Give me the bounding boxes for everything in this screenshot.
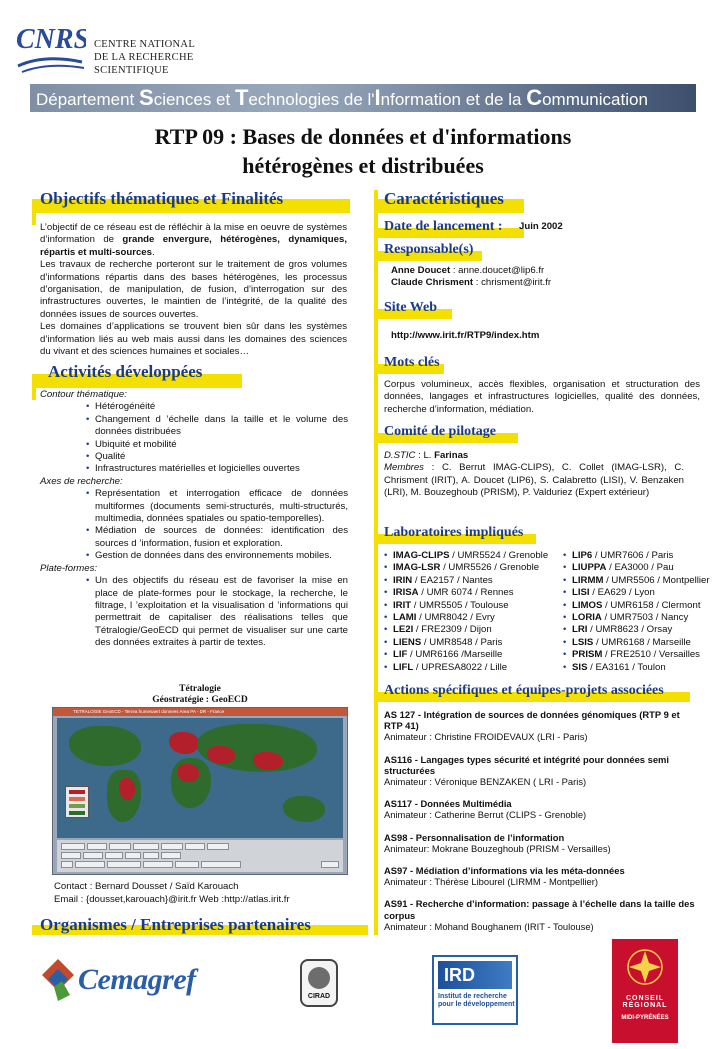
lab-name: LIRMM <box>572 574 604 586</box>
lab-name: IMAG-LSR <box>393 562 441 574</box>
lab-name: LIFL <box>393 661 414 673</box>
land-highlight <box>207 746 235 764</box>
lab-name: SIS <box>572 661 588 673</box>
lab-name: LAMI <box>393 612 417 624</box>
lab-name: LIMOS <box>572 599 603 611</box>
lab-detail: / UMR5505 / Toulouse <box>411 599 509 611</box>
lab-detail: / UMR5524 / Grenoble <box>449 550 549 561</box>
toolbar-button[interactable] <box>75 861 105 868</box>
lab-detail: / UMR5526 / Grenoble <box>440 562 540 574</box>
lab-item <box>563 562 717 574</box>
subsection-label: Axes de recherche: <box>40 475 123 487</box>
text-run: Les travaux de recherche porteront sur le traitement de gros volumes d’informations répartis dans des bases hétérogènes, les processus d’organisation, de manipulation, de fusion, d’interrogation sur des infrastructures ouvertes, le maintien de l’intégrité, de la qualité des données issues de sources ouvertes. <box>40 259 347 320</box>
text-run: L’objectif de ce réseau est de réfléchir à la mise en oeuvre de systèmes d’information de <box>40 222 347 246</box>
lab-name: LRI <box>572 624 588 636</box>
caption-line: Géostratégie : GeoECD <box>152 695 248 705</box>
action-animator: Animateur : Mohand Boughanem (IRIT - Toulouse) <box>384 920 594 932</box>
lab-detail: / UMR7503 / Nancy <box>601 612 689 624</box>
section-heading-caracteristiques: Caractéristiques <box>384 189 504 208</box>
action-animator: Animateur: Mokrane Bouzeghoub (PRISM - Versailles) <box>384 842 611 854</box>
banner-initial: T <box>234 85 249 110</box>
lab-name: LISI <box>572 587 590 599</box>
section-heading-objectifs: Objectifs thématiques et Finalités <box>40 189 284 208</box>
action-item <box>384 898 700 932</box>
cirad-logo <box>300 959 338 1007</box>
list-item: • Un des objectifs du réseau est de favoriser la mise en place de plate-formes pour le stockage, la recherche, le filtrage, l ’exploitation et la visualisation d ’informations qui permettrait de capitaliser des réalisations telles que Tétralogie/GeoECD qui permet de visualiser sur une carte des données extraites à partir de textes. <box>86 575 348 649</box>
subsection-label: Contour thématique: <box>40 389 127 400</box>
lab-detail: / UMR6166 /Marseille <box>407 649 503 661</box>
list-item: • Infrastructures matérielles et logicielles ouvertes <box>86 463 348 475</box>
cnrs-line: SCIENTIFIQUE <box>94 65 169 76</box>
ird-subtitle-line: pour le développement <box>438 1001 515 1008</box>
land-north-america <box>69 726 141 766</box>
action-title: AS91 - Recherche d’information: passage à l’échelle dans la taille des corpus <box>384 898 695 921</box>
lab-item <box>563 637 717 649</box>
lab-name: LIENS <box>393 636 422 648</box>
action-animator: Animateur : Christine FROIDEVAUX (LRI - Paris) <box>384 731 588 743</box>
ird-subtitle <box>434 989 516 1009</box>
ird-subtitle-line: Institut de recherche <box>438 993 507 1000</box>
toolbar-button[interactable] <box>105 852 123 859</box>
person-name: Claude Chrisment <box>391 277 474 289</box>
lab-item <box>384 550 564 562</box>
cirad-label: CIRAD <box>307 993 331 1000</box>
lab-item <box>384 612 564 624</box>
list-item: • Hétérogénéité <box>86 401 348 413</box>
axes-list <box>86 488 348 562</box>
contour-list <box>86 401 348 475</box>
lab-detail: / UMR8623 / Orsay <box>587 624 673 636</box>
cnrs-line: CENTRE NATIONAL <box>94 39 196 50</box>
action-title: AS116 - Langages types sécurité et intégrité pour données semi structurées <box>384 753 669 776</box>
text-run: Les domaines d’applications se trouvent bien sûr dans les systèmes d’information liés au web mais aussi dans les domaines des sciences du vivant et des sciences humaines et sociales… <box>40 321 347 358</box>
lab-item <box>384 649 564 661</box>
person-email: : anne.doucet@lip6.fr <box>450 265 545 276</box>
lab-name: IRISA <box>393 587 419 599</box>
toolbar-button[interactable] <box>125 852 141 859</box>
text-bold: grande envergure, hétérogènes, dynamiques, répartis et multi-sources <box>40 234 347 258</box>
toolbar-button[interactable] <box>133 843 159 850</box>
lab-detail: / EA3000 / Pau <box>606 562 674 574</box>
banner-word: nformation et de la <box>380 90 527 109</box>
objectifs-text <box>40 222 347 358</box>
geoecd-map-screenshot <box>52 707 348 875</box>
world-map <box>57 718 343 838</box>
action-title: AS117 - Données Multimédia <box>384 798 512 810</box>
land-highlight <box>119 778 135 800</box>
list-item: • Représentation et interrogation efficace de données multiformes (documents semi-structurés, multi-structurés, multimedia, données spatiales ou spatio-temporelles). <box>86 488 348 525</box>
lab-detail: / FRE2510 / Versailles <box>602 649 700 661</box>
ird-logo <box>432 955 518 1025</box>
mots-text: Corpus volumineux, accès flexibles, organisation et structuration des données, langages et infrastructures logicielles, qualité des données, recherche d’information, médiation. <box>384 379 700 415</box>
map-legend <box>65 786 89 818</box>
lab-detail: / UMR 6074 / Rennes <box>418 587 514 599</box>
region-label: CONSEIL <box>625 995 665 1002</box>
contact-line: Contact : Bernard Dousset / Saïd Karouach <box>54 881 239 892</box>
text-italic: D.STIC <box>384 450 416 461</box>
cnrs-logo-letters: CNRS <box>16 24 86 55</box>
toolbar-button[interactable] <box>161 843 183 850</box>
toolbar-button[interactable] <box>143 852 159 859</box>
action-item <box>384 754 700 788</box>
laboratoires-heading: Laboratoires impliqués <box>384 525 524 540</box>
contact-line: Email : {dousset,karouach}@irit.fr Web :http://atlas.irit.fr <box>54 893 290 905</box>
action-animator: Animateur : Catherine Berrut (CLIPS - Grenoble) <box>384 809 587 821</box>
lab-item <box>563 624 717 636</box>
lab-item <box>563 587 717 599</box>
text-bold: Farinas <box>434 450 469 461</box>
actions-heading: Actions spécifiques et équipes-projets associées <box>384 683 664 698</box>
list-item: • Qualité <box>86 451 348 463</box>
text-italic: Membres <box>384 462 424 474</box>
actions-list <box>384 709 700 932</box>
banner-word: ommunication <box>542 90 648 109</box>
lab-detail: / EA3161 / Toulon <box>587 661 666 673</box>
lab-item <box>384 662 564 674</box>
list-item: • Changement d ’échelle dans la taille et le volume des données distribuées <box>86 414 348 439</box>
lab-detail: / UMR7606 / Paris <box>592 550 674 561</box>
land-highlight <box>177 764 199 782</box>
lab-item <box>384 587 564 599</box>
site-heading: Site Web <box>384 300 438 315</box>
region-label: RÉGIONAL <box>622 1002 668 1009</box>
action-title: AS 127 - Intégration de sources de données génomiques (RTP 9 et RTP 41) <box>384 709 680 732</box>
lab-item <box>384 624 564 636</box>
lab-item <box>563 612 717 624</box>
lab-name: LE2I <box>393 624 414 636</box>
occitan-cross-icon <box>625 947 665 987</box>
cnrs-line: DE LA RECHERCHE <box>94 52 194 63</box>
lab-item <box>384 600 564 612</box>
action-title: AS97 - Médiation d’informations via les méta-données <box>384 865 625 877</box>
plateformes-list <box>86 575 348 649</box>
toolbar-button[interactable] <box>161 852 181 859</box>
lab-name: LORIA <box>572 612 602 624</box>
toolbar-button[interactable] <box>143 861 173 868</box>
site-url-link[interactable]: http://www.irit.fr/RTP9/index.htm <box>391 330 540 341</box>
land-europe <box>169 732 199 754</box>
conseil-regional-logo <box>612 939 678 1043</box>
land-highlight <box>253 752 283 770</box>
toolbar-button[interactable] <box>175 861 199 868</box>
cnrs-logo <box>14 18 86 76</box>
page-title <box>60 122 666 180</box>
toolbar-button[interactable] <box>61 861 73 868</box>
comite-heading: Comité de pilotage <box>384 424 496 439</box>
action-animator: Animateur : Véronique BENZAKEN ( LRI - Paris) <box>384 776 587 788</box>
toolbar-button[interactable] <box>61 843 85 850</box>
lab-item <box>563 649 717 661</box>
list-item: • Ubiquité et mobilité <box>86 439 348 451</box>
action-item <box>384 832 700 854</box>
toolbar-button[interactable] <box>61 852 81 859</box>
lab-detail: / UPRESA8022 / Lille <box>413 661 508 673</box>
section-heading-activites: Activités développées <box>48 362 203 381</box>
lab-detail: / EA629 / Lyon <box>589 587 655 599</box>
ird-label: IRD <box>438 961 512 989</box>
banner-word: ciences et <box>153 90 235 109</box>
lab-name: LIUPPA <box>572 562 607 574</box>
person-name: Anne Doucet <box>391 265 451 276</box>
region-label: MIDI-PYRÉNÉES <box>621 1015 669 1021</box>
toolbar-button[interactable] <box>207 843 229 850</box>
action-animator: Animateur : Thérèse Libourel (LIRMM - Montpellier) <box>384 876 598 888</box>
lab-name: PRISM <box>572 649 603 661</box>
action-item <box>384 709 700 743</box>
text-run: . <box>151 246 155 258</box>
lab-item <box>384 562 564 574</box>
mots-heading: Mots clés <box>384 355 440 370</box>
banner-initial: I <box>374 85 381 110</box>
responsables-heading: Responsable(s) <box>384 242 474 257</box>
toolbar-button[interactable] <box>185 843 205 850</box>
lab-detail: / UMR6158 / Clermont <box>602 599 701 611</box>
cemagref-logo: Cemagref <box>78 963 196 996</box>
partner-logos <box>30 935 696 1049</box>
lab-item <box>563 662 717 674</box>
cemagref-emblem <box>40 955 76 1005</box>
lab-detail: / UMR6168 / Marseille <box>593 636 691 648</box>
toolbar-button[interactable] <box>87 843 107 850</box>
text-run: : L. <box>415 450 435 461</box>
accent-bar <box>32 205 36 225</box>
section-heading-organismes: Organismes / Entreprises partenaires <box>40 915 311 934</box>
map-window-titlebar: TETRALOGIE GeoECD - Terrea humesaert donnees Area PA - DR - France <box>53 708 347 716</box>
lab-item <box>384 637 564 649</box>
lab-detail: / UMR8042 / Evry <box>416 612 495 624</box>
toolbar-button[interactable] <box>109 843 131 850</box>
land-australia <box>283 796 325 822</box>
lab-name: IRIT <box>393 599 412 611</box>
person-email: : chrisment@irit.fr <box>473 277 552 289</box>
list-item: • Gestion de données dans des environnements mobiles. <box>86 550 348 562</box>
toolbar-button[interactable] <box>107 861 141 868</box>
map-toolbar <box>57 840 343 872</box>
date-heading: Date de lancement : <box>384 219 503 234</box>
action-title: AS98 - Personnalisation de l’information <box>384 831 565 843</box>
lab-item <box>563 550 717 562</box>
lab-item <box>563 575 717 587</box>
launch-date: Juin 2002 <box>519 221 563 232</box>
lab-item <box>563 600 717 612</box>
column-divider <box>374 190 378 935</box>
department-banner <box>30 84 696 112</box>
title-line: hétérogènes et distribuées <box>242 153 484 178</box>
toolbar-button[interactable] <box>83 852 103 859</box>
lab-name: LIP6 <box>572 550 593 561</box>
lab-detail: / UMR5506 / Montpellier <box>603 574 710 586</box>
subsection-label: Plate-formes: <box>40 562 98 574</box>
contact-info <box>54 881 290 906</box>
lab-item <box>384 575 564 587</box>
quit-button[interactable] <box>321 861 339 868</box>
comite-text <box>384 450 684 500</box>
lab-name: LIF <box>393 649 408 661</box>
banner-prefix: Département <box>36 90 139 109</box>
lab-detail: / UMR8548 / Paris <box>421 636 503 648</box>
action-item <box>384 798 700 820</box>
labs-column-2 <box>563 550 717 674</box>
text-run: : C. Berrut IMAG-CLIPS), C. Collet (IMAG-LSR), C. Chrisment (IRIT), A. Doucet (LIP6), S. Calabretto (LISI), V. Benzaken (LRI), M. Bouzeghoub (PRISM), P. Valduriez (Expert extérieur) <box>384 462 684 499</box>
banner-word: echnologies de l' <box>248 90 375 109</box>
cnrs-name <box>94 38 195 77</box>
lab-detail: / FRE2309 / Dijon <box>413 624 492 636</box>
title-line: RTP 09 : Bases de données et d'informations <box>154 124 572 149</box>
cirad-emblem <box>308 967 330 989</box>
lab-detail: / EA2157 / Nantes <box>412 574 493 586</box>
lab-name: IMAG-CLIPS <box>393 550 450 561</box>
lab-name: LSIS <box>572 636 594 648</box>
list-item: • Médiation de sources de données: identification des sources d ’information, fusion et exploration. <box>86 525 348 550</box>
banner-initial: S <box>139 85 154 110</box>
action-item <box>384 865 700 887</box>
accent-bar <box>32 380 36 400</box>
figure-caption <box>52 684 348 706</box>
toolbar-button[interactable] <box>201 861 241 868</box>
banner-initial: C <box>526 85 543 110</box>
caption-line: Tétralogie <box>179 684 221 694</box>
activites-content <box>40 389 348 650</box>
labs-column-1 <box>384 550 564 674</box>
responsables-list <box>391 265 551 290</box>
lab-name: IRIN <box>393 574 413 586</box>
